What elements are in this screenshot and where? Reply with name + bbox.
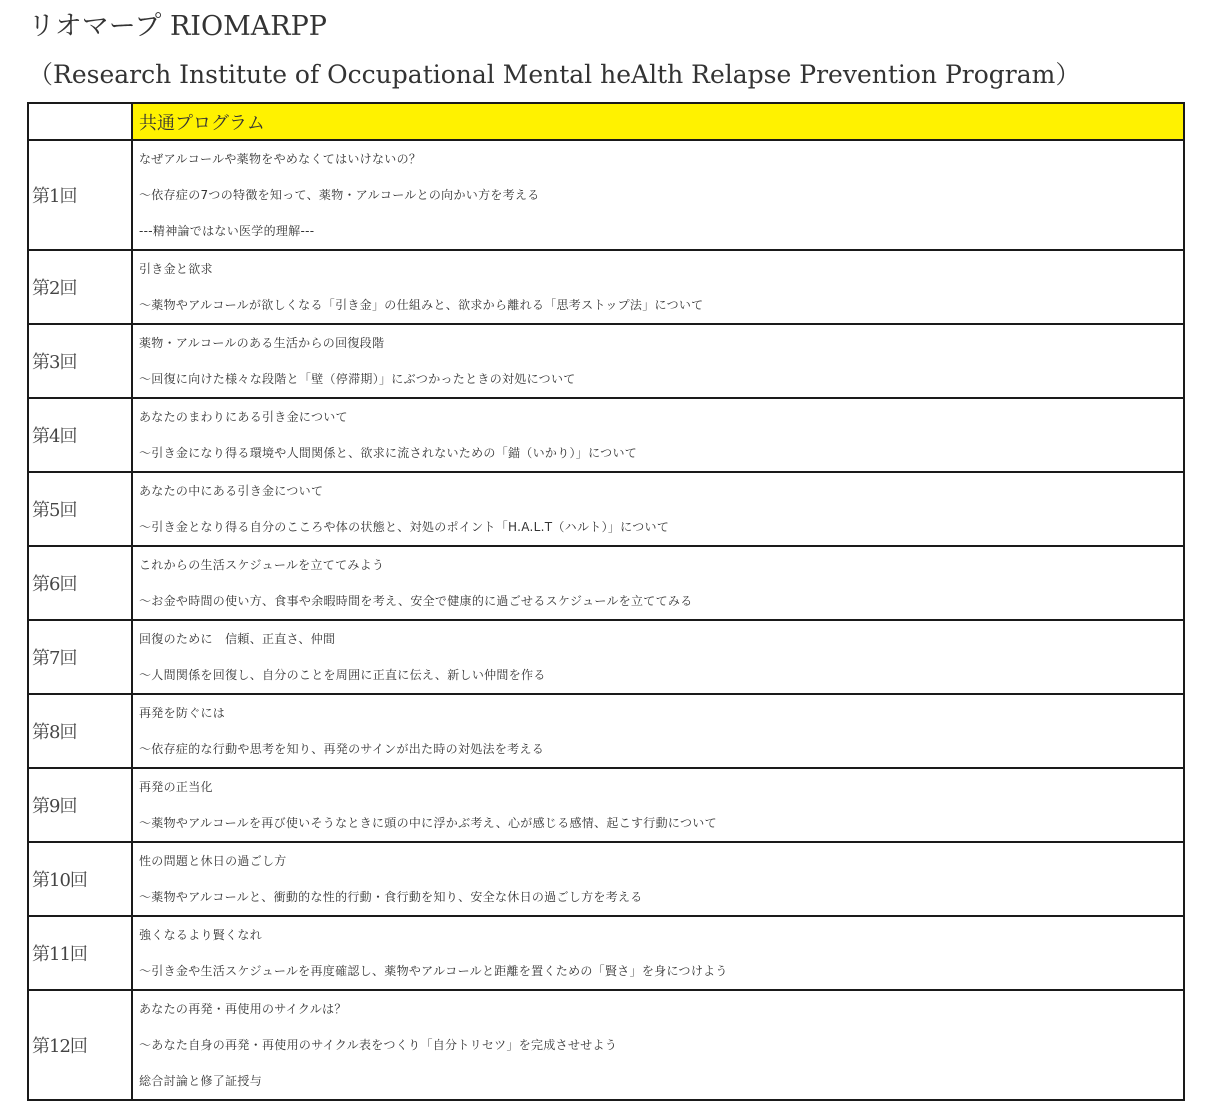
session-content bbox=[132, 768, 1184, 842]
session-number: 第5回 bbox=[28, 472, 132, 546]
session-row bbox=[28, 546, 1184, 620]
session-description: ～薬物やアルコールが欲しくなる「引き金」の仕組みと、欲求から離れる「思考ストップ法」について bbox=[139, 298, 704, 312]
session-content bbox=[132, 916, 1184, 990]
session-content bbox=[132, 140, 1184, 250]
session-description: ～人間関係を回復し、自分のことを周囲に正直に伝え、新しい仲間を作る bbox=[139, 668, 546, 682]
session-description: ～お金や時間の使い方、食事や余暇時間を考え、安全で健康的に過ごせるスケジュールを立ててみる bbox=[139, 594, 693, 608]
session-title: あなたの再発・再使用のサイクルは？ bbox=[139, 1002, 347, 1016]
page-title: リオマープ RIOMARPP bbox=[28, 11, 327, 42]
program-table bbox=[27, 102, 1185, 1101]
session-content bbox=[132, 398, 1184, 472]
session-number: 第12回 bbox=[28, 990, 132, 1100]
session-row bbox=[28, 694, 1184, 768]
session-description: ～回復に向けた様々な段階と「壁（停滞期）」にぶつかったときの対処について bbox=[139, 372, 576, 386]
session-description: 総合討論と修了証授与 bbox=[139, 1074, 263, 1088]
session-row bbox=[28, 398, 1184, 472]
session-title: あなたのまわりにある引き金について bbox=[139, 410, 348, 424]
session-title: 引き金と欲求 bbox=[139, 262, 213, 276]
session-description: ～依存症の7つの特徴を知って、薬物・アルコールとの向かい方を考える bbox=[139, 188, 540, 202]
session-description: ～あなた自身の再発・再使用のサイクル表をつくり「自分トリセツ」を完成させせよう bbox=[139, 1038, 618, 1052]
session-number: 第7回 bbox=[28, 620, 132, 694]
session-number: 第9回 bbox=[28, 768, 132, 842]
session-title: 再発の正当化 bbox=[139, 780, 213, 794]
session-number: 第10回 bbox=[28, 842, 132, 916]
session-title: 再発を防ぐには bbox=[139, 706, 226, 720]
session-description: ～依存症的な行動や思考を知り、再発のサインが出た時の対処法を考える bbox=[139, 742, 545, 756]
header-row bbox=[28, 103, 1184, 140]
session-content bbox=[132, 324, 1184, 398]
session-content bbox=[132, 620, 1184, 694]
session-title: 薬物・アルコールのある生活からの回復段階 bbox=[139, 336, 385, 350]
session-title: あなたの中にある引き金について bbox=[139, 484, 324, 498]
session-title: 回復のために 信頼、正直さ、仲間 bbox=[139, 632, 336, 646]
session-description: ～引き金となり得る自分のこころや体の状態と、対処のポイント「H.A.L.T（ハルト）」について bbox=[139, 520, 670, 534]
session-number: 第11回 bbox=[28, 916, 132, 990]
session-description: ～薬物やアルコールを再び使いそうなときに頭の中に浮かぶ考え、心が感じる感情、起こす行動について bbox=[139, 816, 717, 830]
session-content bbox=[132, 472, 1184, 546]
session-number: 第2回 bbox=[28, 250, 132, 324]
session-content bbox=[132, 546, 1184, 620]
session-title: 性の問題と休日の過ごし方 bbox=[139, 854, 287, 868]
session-number: 第8回 bbox=[28, 694, 132, 768]
session-row bbox=[28, 842, 1184, 916]
session-description: ---精神論ではない医学的理解--- bbox=[139, 224, 315, 238]
session-content bbox=[132, 694, 1184, 768]
session-description: ～引き金や生活スケジュールを再度確認し、薬物やアルコールと距離を置くための「賢さ」を身につけよう bbox=[139, 964, 728, 978]
session-row bbox=[28, 620, 1184, 694]
session-title: なぜアルコールや薬物をやめなくてはいけないの？ bbox=[139, 152, 422, 166]
session-content bbox=[132, 842, 1184, 916]
session-row bbox=[28, 324, 1184, 398]
header-cell: 共通プログラム bbox=[132, 103, 1184, 140]
session-row bbox=[28, 916, 1184, 990]
session-description: ～引き金になり得る環境や人間関係と、欲求に流されないための「錨（いかり）」について bbox=[139, 446, 638, 460]
header-empty-cell bbox=[28, 103, 132, 140]
session-number: 第6回 bbox=[28, 546, 132, 620]
session-content bbox=[132, 990, 1184, 1100]
session-description: ～薬物やアルコールと、衝動的な性的行動・食行動を知り、安全な休日の過ごし方を考える bbox=[139, 890, 643, 904]
page-subtitle: （Research Institute of Occupational Mental heAlth Relapse Prevention Program） bbox=[28, 60, 1081, 89]
session-row bbox=[28, 768, 1184, 842]
session-number: 第1回 bbox=[28, 140, 132, 250]
session-row bbox=[28, 140, 1184, 250]
session-row bbox=[28, 250, 1184, 324]
session-content bbox=[132, 250, 1184, 324]
session-title: 強くなるより賢くなれ bbox=[139, 928, 263, 942]
session-number: 第3回 bbox=[28, 324, 132, 398]
session-row bbox=[28, 472, 1184, 546]
session-row bbox=[28, 990, 1184, 1100]
session-number: 第4回 bbox=[28, 398, 132, 472]
session-title: これからの生活スケジュールを立ててみよう bbox=[139, 558, 385, 572]
